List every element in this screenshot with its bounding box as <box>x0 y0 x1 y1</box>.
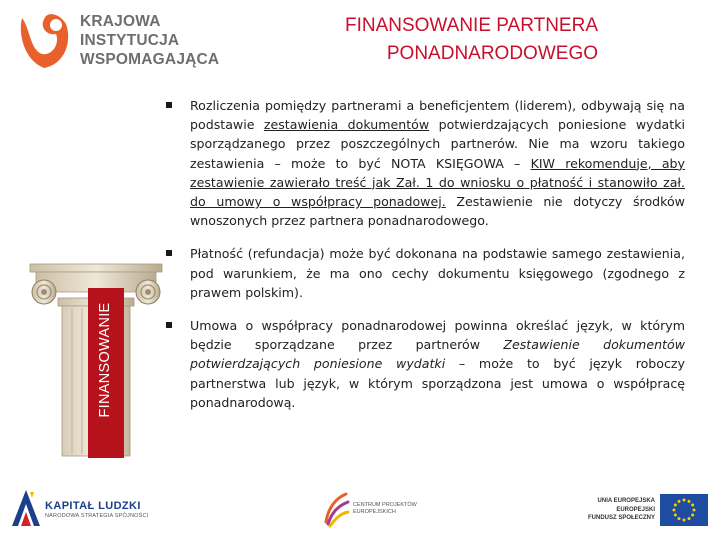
eu-star-icon <box>673 509 676 512</box>
bullet-text <box>190 318 685 410</box>
bullet-item <box>165 96 685 230</box>
eu-line: UNIA EUROPEJSKA <box>597 498 655 504</box>
eu-flag-icon <box>660 494 708 526</box>
cpe-text <box>353 502 417 516</box>
kl-title: KAPITAŁ LUDZKI <box>45 500 141 512</box>
eu-star-icon <box>693 509 696 512</box>
eu-star-icon <box>674 504 677 507</box>
bullet-square-icon <box>166 322 172 328</box>
eu-line: FUNDUSZ SPOŁECZNY <box>587 515 655 521</box>
column-label <box>90 290 120 430</box>
eu-star-icon <box>674 514 677 517</box>
bullet-item <box>165 316 685 412</box>
eu-star-icon <box>678 500 681 503</box>
text-run: Rozliczenia pomiędzy partnerami a beneficjentem (liderem), odbywają się na podstawie <box>190 98 685 133</box>
bullet-text <box>190 246 685 299</box>
text-run-underlined: KIW rekomenduje, aby zestawienie zawierało treść jak Zał. 1 do wniosku o płatność i stanowiło zał. do umowy o współpracy ponadowej. <box>190 155 685 210</box>
cpe-line: EUROPEJSKICH <box>353 509 396 515</box>
eu-star-icon <box>683 499 686 502</box>
text-run: Płatność (refundacja) może być dokonana na podstawie samego zestawienia, pod warunkiem, że ma ono cechy dokumentu księgowego (zgodnego z prawem polskim). <box>190 246 685 300</box>
bullet-square-icon <box>166 102 172 108</box>
bullet-text <box>190 98 685 228</box>
eu-line: EUROPEJSKI <box>616 506 655 513</box>
text-run: potwierdzających poniesione wydatki sporządzanego przez poszczególnych partnerów. Nie ma wzoru takiego zestawienia – może to być NOTA KSIĘGOWA – <box>190 117 686 171</box>
eu-star-icon <box>691 504 694 507</box>
eu-star-icon <box>688 517 691 520</box>
column-label-text: FINANSOWANIE <box>97 302 113 418</box>
eu-star-icon <box>678 517 681 520</box>
logo-line: KRAJOWA <box>80 13 161 30</box>
kl-subtitle: NARODOWA STRATEGIA SPÓJNOŚCI <box>45 513 149 519</box>
kiw-logo <box>14 8 224 76</box>
eu-star-icon <box>688 500 691 503</box>
kapital-ludzki-text <box>45 500 148 519</box>
bullet-item <box>165 244 685 302</box>
text-run: Umowa o współpracy ponadnarodowej powinna określać język, w którym będzie sporządzane przez partnerów <box>190 318 685 353</box>
kiw-logo-mark-icon <box>16 10 72 72</box>
text-run: Zestawienie nie dotyczy środków wnoszonych przez partnera ponadnarodowego. <box>190 194 685 229</box>
eu-text <box>558 497 655 523</box>
page-title <box>345 12 598 68</box>
eu-star-icon <box>691 514 694 517</box>
logo-line: INSTYTUCJA <box>80 32 180 49</box>
eu-star-icon <box>683 519 686 522</box>
kapital-ludzki-logo-icon <box>10 488 42 528</box>
logo-line: WSPOMAGAJĄCA <box>80 51 220 68</box>
bullet-square-icon <box>166 250 172 256</box>
kiw-logo-text <box>80 12 219 69</box>
text-run-underlined: zestawienia dokumentów <box>263 117 430 133</box>
title-line: PONADNARODOWEGO <box>386 43 598 64</box>
bullet-list <box>165 96 685 426</box>
cpe-line: CENTRUM PROJEKTÓW <box>353 502 417 508</box>
text-run: – może to być język roboczy partnerstwa lub język, w którym sporządzona jest umowa o współpracę ponadnarodową. <box>190 356 685 410</box>
cpe-logo-icon <box>322 492 350 528</box>
title-line: FINANSOWANIE PARTNERA <box>344 15 598 36</box>
text-run-italic: Zestawienie dokumentów potwierdzających poniesione wydatki <box>190 337 685 372</box>
